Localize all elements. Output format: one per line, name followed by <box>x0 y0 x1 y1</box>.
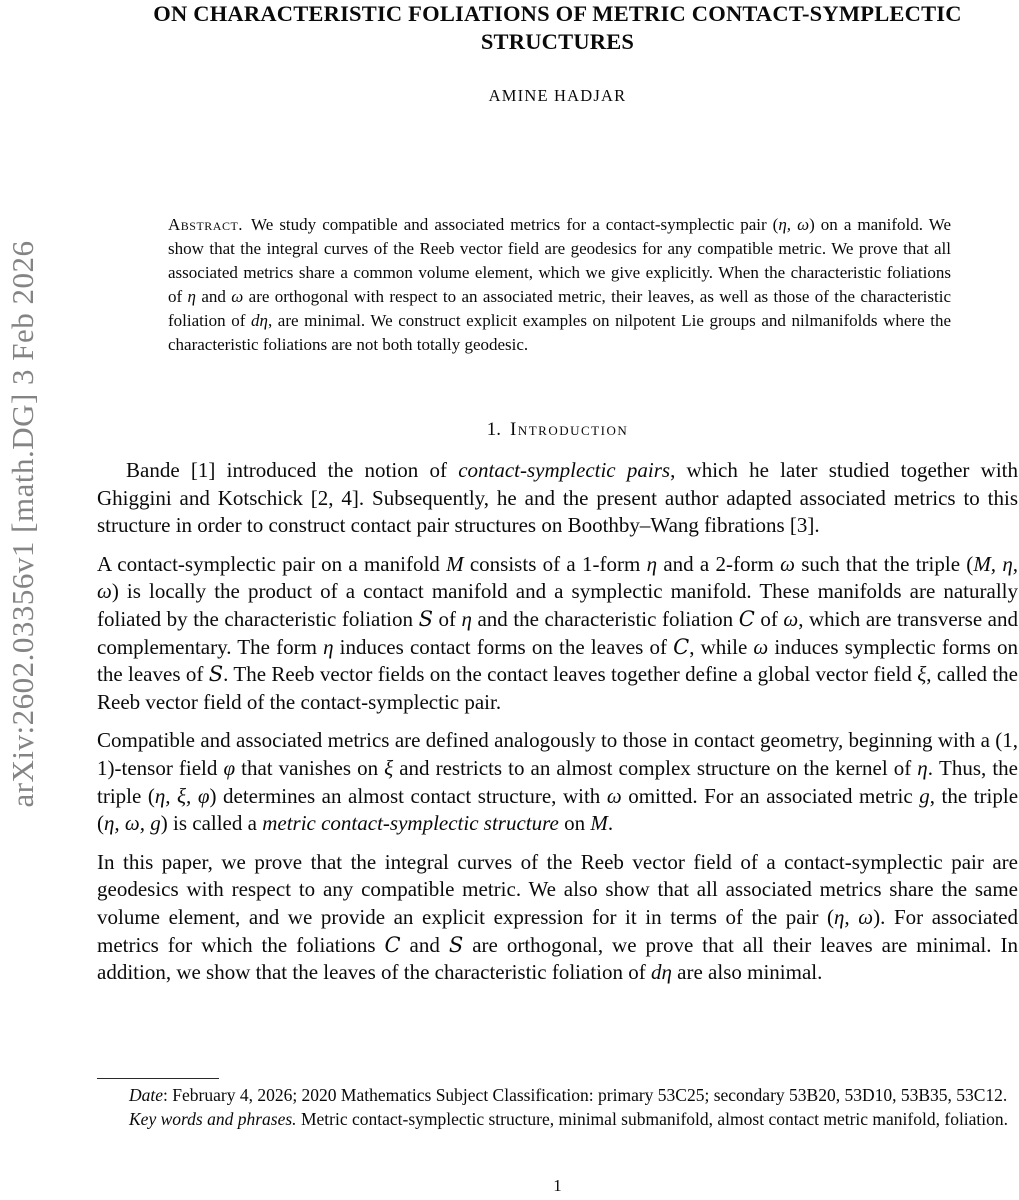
footnote-keywords-line: Key words and phrases. Metric contact-symplectic structure, minimal submanifold, almost contact metric manifold, foliation. <box>129 1108 1009 1129</box>
paragraph-results-summary: In this paper, we prove that the integral curves of the Reeb vector field of a contact-symplectic pair are geodesics with respect to any compatible metric. We also show that all associated metrics share the same volume element, and we provide an explicit expression for it in terms of the pair (η, ω). For associated metrics for which the foliations C and S are orthogonal, we prove that all their leaves are minimal. In addition, we show that the leaves of the characteristic foliation of dη are also minimal. <box>97 849 1018 985</box>
abstract-text <box>168 213 951 357</box>
paragraph-compatible-metrics: Compatible and associated metrics are defined analogously to those in contact geometry, beginning with a (1, 1)-tensor field φ that vanishes on ξ and restricts to an almost complex structure on the kernel of η. Thus, the triple (η, ξ, φ) determines an almost contact structure, with ω omitted. For an associated metric g, the triple (η, ω, g) is called a metric contact-symplectic structure on M. <box>97 728 1019 836</box>
footnote-rule <box>97 1078 219 1079</box>
section-title: Introduction <box>510 419 629 440</box>
section-heading <box>97 419 1018 441</box>
paper-title: ON CHARACTERISTIC FOLIATIONS OF METRIC CONTACT-SYMPLECTIC STRUCTURES <box>153 1 962 54</box>
abstract-body: We study compatible and associated metrics for a contact-symplectic pair (η, ω) on a manifold. We show that the integral curves of the Reeb vector field are geodesics for any compatible metric. We prove that all associated metrics share a common volume element, which we give explicitly. When the characteristic foliations of η and ω are orthogonal with respect to an associated metric, their leaves, as well as those of the characteristic foliation of dη, are minimal. We construct explicit examples on nilpotent Lie groups and nilmanifolds where the characteristic foliations are not both totally geodesic. <box>168 215 952 354</box>
footnote-date-line: Date: February 4, 2026; 2020 Mathematics Subject Classification: primary 53C25; secondary 53B20, 53D10, 53B35, 53C12. <box>129 1085 1008 1105</box>
footnote-block <box>97 1078 1018 1131</box>
author-block <box>97 86 1018 106</box>
page-number: 1 <box>553 1176 562 1195</box>
paragraph-intro-bande: Bande [1] introduced the notion of contact-symplectic pairs, which he later studied together with Ghiggini and Kotschick [2, 4]. Subsequently, he and the present author adapted associated metrics to this structure in order to construct contact pair structures on Boothby–Wang fibrations [3]. <box>97 458 1019 538</box>
title-block <box>97 0 1018 56</box>
author-name: AMINE HADJAR <box>488 86 627 105</box>
abstract-label: Abstract. <box>168 215 244 234</box>
section-number: 1. <box>486 419 502 440</box>
paragraph-contact-symplectic-pair: A contact-symplectic pair on a manifold M consists of a 1-form η and a 2-form ω such that the triple (M, η, ω) is locally the product of a contact manifold and a symplectic manifold. These manifolds are naturally foliated by the characteristic foliation S of η and the characteristic foliation C of ω, which are transverse and complementary. The form η induces contact forms on the leaves of C, while ω induces symplectic forms on the leaves of S. The Reeb vector fields on the contact leaves together define a global vector field ξ, called the Reeb vector field of the contact-symplectic pair. <box>97 551 1019 714</box>
arxiv-watermark: arXiv:2602.03356v1 [math.DG] 3 Feb 2026 <box>5 240 40 808</box>
body-text <box>97 457 1018 987</box>
abstract-block <box>168 213 951 357</box>
